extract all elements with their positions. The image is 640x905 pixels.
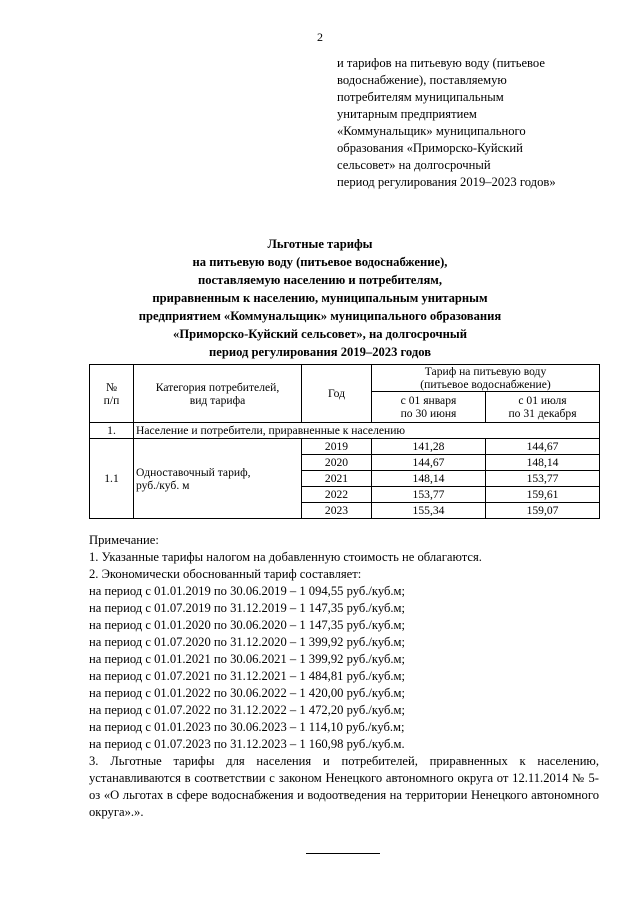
title-line: приравненным к населению, муниципальным унитарным <box>152 291 488 305</box>
closing-divider <box>306 853 380 854</box>
col-header-first-half <box>372 392 486 423</box>
notes-heading: Примечание: <box>89 533 159 547</box>
note-1: 1. Указанные тарифы налогом на добавленную стоимость не облагаются. <box>89 550 482 564</box>
item-label <box>134 439 302 519</box>
header-line: унитарным предприятием <box>337 107 477 121</box>
notes-section <box>89 532 599 821</box>
tariff-second-half: 144,67 <box>486 439 600 455</box>
title-line: на питьевую воду (питьевое водоснабжение), <box>192 255 448 269</box>
header-line: период регулирования 2019–2023 годов» <box>337 175 556 189</box>
header-text: Категория потребителей, <box>155 380 280 394</box>
period-line: на период с 01.07.2021 по 31.12.2021 – 1 484,81 руб./куб.м; <box>89 669 405 683</box>
tariff-second-half: 159,61 <box>486 487 600 503</box>
year-cell: 2021 <box>302 471 372 487</box>
page-number: 2 <box>317 30 323 44</box>
header-text: с 01 июля <box>518 394 567 407</box>
header-text: № <box>105 380 118 394</box>
period-line: на период с 01.01.2021 по 30.06.2021 – 1 399,92 руб./куб.м; <box>89 652 405 666</box>
header-text: (питьевое водоснабжение) <box>420 378 551 391</box>
col-header-year <box>302 365 372 423</box>
title-line: период регулирования 2019–2023 годов <box>208 345 432 359</box>
tariff-first-half: 144,67 <box>372 455 486 471</box>
period-line: на период с 01.01.2020 по 30.06.2020 – 1 147,35 руб./куб.м; <box>89 618 405 632</box>
tariff-first-half: 155,34 <box>372 503 486 519</box>
header-text: Тариф на питьевую воду <box>424 365 547 378</box>
title-line: Льготные тарифы <box>267 237 373 251</box>
header-line: «Коммунальщик» муниципального <box>337 124 526 138</box>
col-header-tariff <box>372 365 600 392</box>
header-text: Год <box>327 387 346 400</box>
year-cell: 2019 <box>302 439 372 455</box>
year-cell: 2022 <box>302 487 372 503</box>
year-cell: 2023 <box>302 503 372 519</box>
col-header-second-half <box>486 392 600 423</box>
col-header-category <box>134 365 302 423</box>
tariff-first-half: 153,77 <box>372 487 486 503</box>
table-row <box>90 423 600 439</box>
period-line: на период с 01.07.2022 по 31.12.2022 – 1 472,20 руб./куб.м; <box>89 703 405 717</box>
period-line: на период с 01.07.2019 по 31.12.2019 – 1 147,35 руб./куб.м; <box>89 601 405 615</box>
header-text: по 30 июня <box>400 407 457 420</box>
note-2: 2. Экономически обоснованный тариф составляет: <box>89 567 362 581</box>
item-label-line: руб./куб. м <box>136 478 190 492</box>
section-number: 1. <box>90 423 134 439</box>
tariff-second-half: 159,07 <box>486 503 600 519</box>
header-text: по 31 декабря <box>508 407 577 420</box>
annex-header <box>337 55 627 191</box>
item-label-line: Одноставочный тариф, <box>136 465 251 479</box>
section-label: Население и потребители, приравненные к населению <box>134 423 600 439</box>
header-line: образования «Приморско-Куйский <box>337 141 523 155</box>
title-line: поставляемую населению и потребителям, <box>197 273 443 287</box>
period-line: на период с 01.01.2019 по 30.06.2019 – 1 094,55 руб./куб.м; <box>89 584 405 598</box>
tariff-first-half: 141,28 <box>372 439 486 455</box>
tariff-first-half: 148,14 <box>372 471 486 487</box>
header-line: и тарифов на питьевую воду (питьевое <box>337 56 545 70</box>
period-line: на период с 01.01.2022 по 30.06.2022 – 1 420,00 руб./куб.м; <box>89 686 405 700</box>
document-title <box>0 235 640 361</box>
title-line: предприятием «Коммунальщик» муниципального образования <box>138 309 502 323</box>
tariff-table <box>89 364 600 519</box>
period-line: на период с 01.07.2020 по 31.12.2020 – 1 399,92 руб./куб.м; <box>89 635 405 649</box>
header-text: с 01 января <box>400 394 457 407</box>
period-line: на период с 01.01.2023 по 30.06.2023 – 1 114,10 руб./куб.м; <box>89 720 405 734</box>
tariff-second-half: 153,77 <box>486 471 600 487</box>
item-number: 1.1 <box>90 439 134 519</box>
period-line: на период с 01.07.2023 по 31.12.2023 – 1 160,98 руб./куб.м. <box>89 737 405 751</box>
header-line: водоснабжение), поставляемую <box>337 73 507 87</box>
note-3: 3. Льготные тарифы для населения и потребителей, приравненных к населению, устанавливаются в соответствии с законом Ненецкого автономного округа от 12.11.2014 № 5-оз «О льготах в сфере водоснабжения и водоотведения на территории Ненецкого автономного округа».». <box>89 754 599 819</box>
tariff-second-half: 148,14 <box>486 455 600 471</box>
header-text: п/п <box>103 393 120 407</box>
header-text: вид тарифа <box>189 393 246 407</box>
table-row <box>90 439 600 455</box>
year-cell: 2020 <box>302 455 372 471</box>
title-line: «Приморско-Куйский сельсовет», на долгосрочный <box>173 327 467 341</box>
col-header-number <box>90 365 134 423</box>
header-line: потребителям муниципальным <box>337 90 504 104</box>
header-line: сельсовет» на долгосрочный <box>337 158 491 172</box>
